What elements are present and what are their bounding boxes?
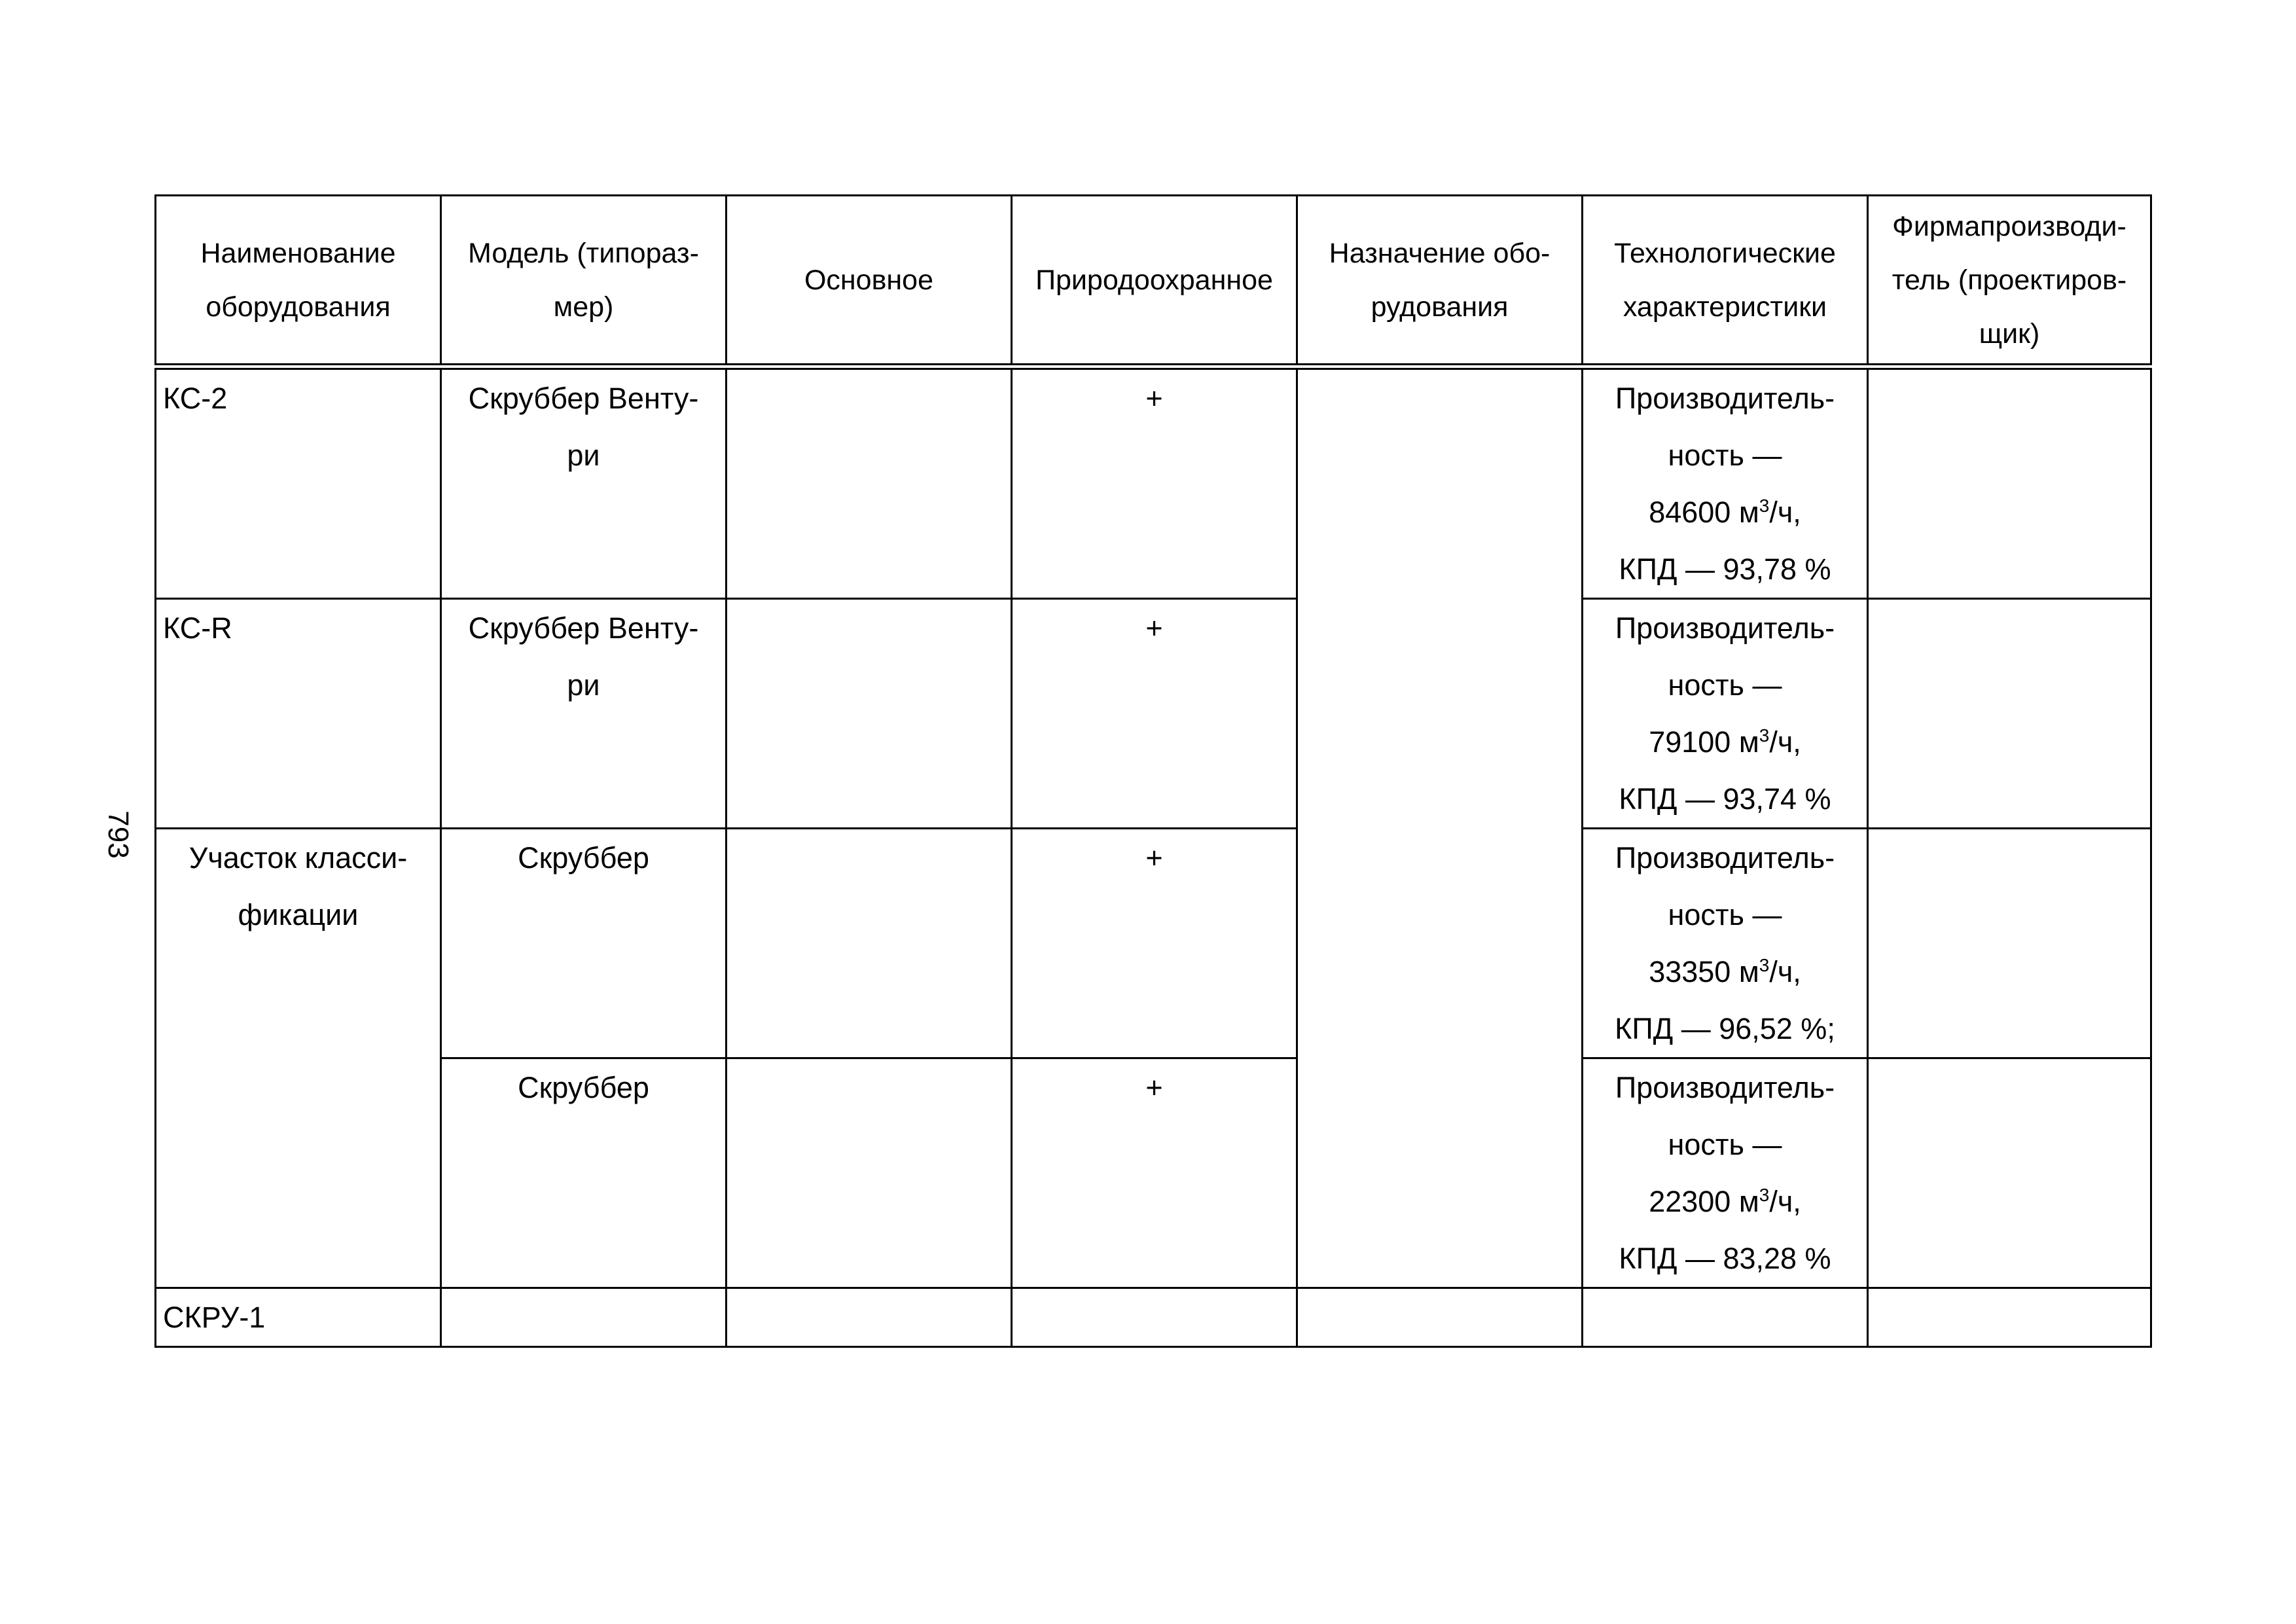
header-main: Основное xyxy=(726,196,1012,367)
cell-manufacturer xyxy=(1868,829,2151,1058)
table-header-row xyxy=(156,196,2151,367)
cell-model xyxy=(441,1288,726,1347)
cell-environmental: + xyxy=(1012,599,1297,829)
cell-model: Скруббер xyxy=(441,1058,726,1288)
cell-equipment-name: СКРУ-1 xyxy=(156,1288,441,1347)
cell-environmental: + xyxy=(1012,367,1297,599)
cell-environmental xyxy=(1012,1288,1297,1347)
cell-manufacturer xyxy=(1868,599,2151,829)
cell-environmental: + xyxy=(1012,1058,1297,1288)
cell-purpose-merged xyxy=(1297,367,1583,1288)
cell-model: Скруббер Венту- ри xyxy=(441,367,726,599)
cell-main xyxy=(726,599,1012,829)
cell-characteristics: Производитель- ность — 84600 $м^3/ч$, КПД — 93,78 % xyxy=(1583,367,1868,599)
header-purpose: Назначение обо- рудования xyxy=(1297,196,1583,367)
table-row xyxy=(156,1058,2151,1288)
cell-main xyxy=(726,829,1012,1058)
cell-environmental: + xyxy=(1012,829,1297,1058)
equipment-table xyxy=(154,194,2152,1348)
header-manufacturer: Фирмапроизводи- тель (проектиров- щик) xyxy=(1868,196,2151,367)
cell-characteristics: Производитель- ность — 79100 $м^3/ч$, КПД — 93,74 % xyxy=(1583,599,1868,829)
cell-equipment-name: КС-2 xyxy=(156,367,441,599)
cell-manufacturer xyxy=(1868,367,2151,599)
cell-manufacturer xyxy=(1868,1058,2151,1288)
cell-main xyxy=(726,367,1012,599)
cell-characteristics: Производитель- ность — 33350 $м^3/ч$, КПД — 96,52 %; xyxy=(1583,829,1868,1058)
cell-characteristics: Производитель- ность — 22300 $м^3/ч$, КПД — 83,28 % xyxy=(1583,1058,1868,1288)
page-number: 793 xyxy=(102,810,134,859)
cell-purpose xyxy=(1297,1288,1583,1347)
table-row xyxy=(156,599,2151,829)
table-row xyxy=(156,367,2151,599)
cell-main xyxy=(726,1058,1012,1288)
table-row xyxy=(156,829,2151,1058)
cell-characteristics xyxy=(1583,1288,1868,1347)
header-characteristics: Технологические характеристики xyxy=(1583,196,1868,367)
header-equipment-name: Наименование оборудования xyxy=(156,196,441,367)
cell-main xyxy=(726,1288,1012,1347)
cell-model: Скруббер xyxy=(441,829,726,1058)
table-row xyxy=(156,1288,2151,1347)
cell-manufacturer xyxy=(1868,1288,2151,1347)
header-model: Модель (типораз- мер) xyxy=(441,196,726,367)
cell-equipment-name: КС-R xyxy=(156,599,441,829)
header-environmental: Природоохранное xyxy=(1012,196,1297,367)
cell-model: Скруббер Венту- ри xyxy=(441,599,726,829)
cell-equipment-name: Участок класси- фикации xyxy=(156,829,441,1288)
